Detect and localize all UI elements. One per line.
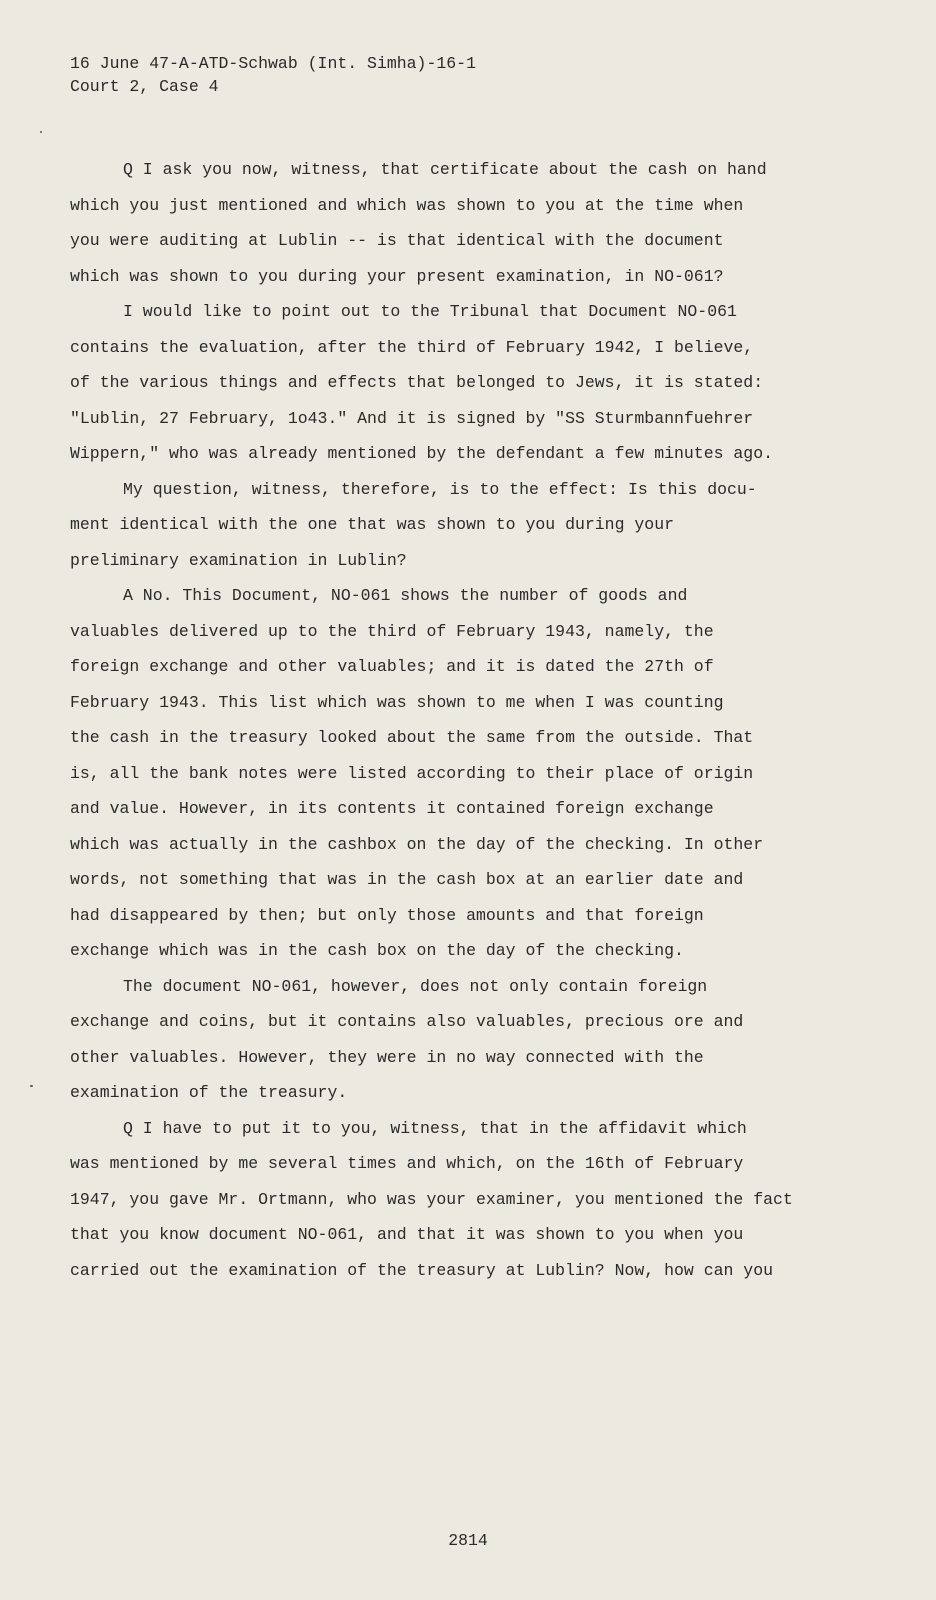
text-line: other valuables. However, they were in no way connected with the bbox=[70, 1047, 704, 1067]
text-line: I would like to point out to the Tribunal that Document NO-061 bbox=[123, 302, 737, 321]
paragraph-answer-2 bbox=[70, 969, 890, 1111]
text-line: 1947, you gave Mr. Ortmann, who was your examiner, you mentioned the fact bbox=[70, 1189, 793, 1209]
text-line: you were auditing at Lublin -- is that identical with the document bbox=[70, 231, 724, 250]
text-line: Q I ask you now, witness, that certificate about the cash on hand bbox=[123, 160, 767, 179]
text-line: words, not something that was in the cash box at an earlier date and bbox=[70, 870, 744, 889]
page-number: 2814 bbox=[448, 1531, 488, 1550]
text-line: which was actually in the cashbox on the day of the checking. In other bbox=[70, 834, 764, 854]
text-line: My question, witness, therefore, is to the effect: Is this docu- bbox=[123, 479, 757, 499]
text-line: Wippern," who was already mentioned by the defendant a few minutes ago. bbox=[70, 444, 774, 463]
paragraph-question-1 bbox=[70, 152, 890, 294]
text-line: foreign exchange and other valuables; and it is dated the 27th of bbox=[70, 657, 714, 676]
paper-speck-mark bbox=[30, 1085, 33, 1087]
text-line: of the various things and effects that belonged to Jews, it is stated: bbox=[70, 373, 764, 392]
text-line: is, all the bank notes were listed according to their place of origin bbox=[70, 763, 754, 783]
text-line: which was shown to you during your present examination, in NO-061? bbox=[70, 266, 724, 286]
text-line: and value. However, in its contents it contained foreign exchange bbox=[70, 799, 714, 818]
paragraph-question-3 bbox=[70, 1111, 890, 1289]
text-line: exchange which was in the cash box on the day of the checking. bbox=[70, 941, 684, 960]
text-line: had disappeared by then; but only those amounts and that foreign bbox=[70, 905, 704, 925]
text-line: carried out the examination of the treasury at Lublin? Now, how can you bbox=[70, 1260, 774, 1280]
text-line: February 1943. This list which was shown to me when I was counting bbox=[70, 692, 724, 712]
document-header bbox=[70, 52, 476, 98]
header-court-line: Court 2, Case 4 bbox=[70, 77, 219, 96]
paragraph-answer-1 bbox=[70, 578, 890, 969]
transcript-body bbox=[70, 152, 890, 1288]
text-line: was mentioned by me several times and which, on the 16th of February bbox=[70, 1154, 744, 1173]
text-line: valuables delivered up to the third of February 1943, namely, the bbox=[70, 621, 714, 641]
text-line: A No. This Document, NO-061 shows the number of goods and bbox=[123, 586, 688, 605]
paper-speck-mark bbox=[40, 131, 42, 133]
text-line: contains the evaluation, after the third of February 1942, I believe, bbox=[70, 337, 754, 357]
paragraph-statement-tribunal bbox=[70, 294, 890, 472]
text-line: ment identical with the one that was shown to you during your bbox=[70, 515, 674, 534]
text-line: exchange and coins, but it contains also valuables, precious ore and bbox=[70, 1012, 744, 1031]
text-line: the cash in the treasury looked about the same from the outside. That bbox=[70, 728, 754, 747]
text-line: that you know document NO-061, and that it was shown to you when you bbox=[70, 1225, 744, 1244]
text-line: Q I have to put it to you, witness, that in the affidavit which bbox=[123, 1118, 747, 1138]
paragraph-question-2 bbox=[70, 472, 890, 579]
text-line: The document NO-061, however, does not only contain foreign bbox=[123, 976, 708, 996]
text-line: which you just mentioned and which was shown to you at the time when bbox=[70, 195, 744, 215]
header-session-line: 16 June 47-A-ATD-Schwab (Int. Simha)-16-1 bbox=[70, 54, 476, 73]
text-line: examination of the treasury. bbox=[70, 1083, 348, 1102]
text-line: "Lublin, 27 February, 1o43." And it is signed by "SS Sturmbannfuehrer bbox=[70, 408, 754, 428]
text-line: preliminary examination in Lublin? bbox=[70, 550, 407, 570]
